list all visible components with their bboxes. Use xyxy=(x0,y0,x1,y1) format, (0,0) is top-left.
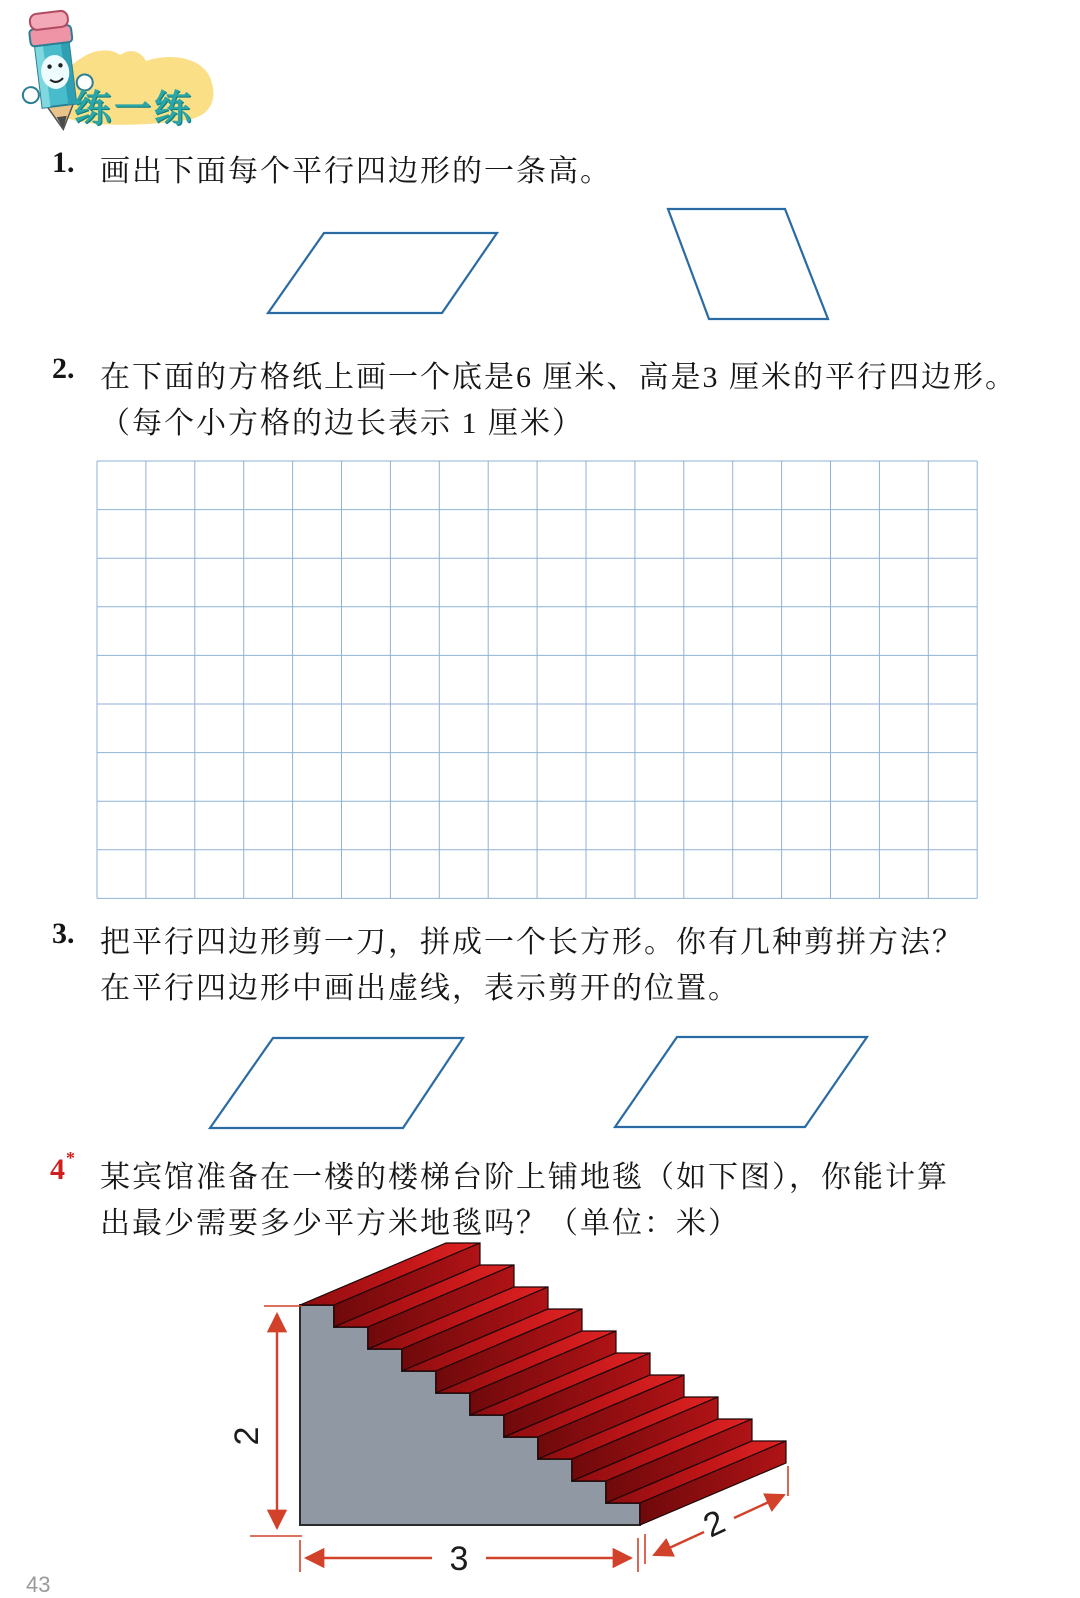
q2-number: 2. xyxy=(52,352,75,385)
page-number: 43 xyxy=(26,1572,51,1597)
q2-text-line2: （每个小方格的边长表示 1 厘米） xyxy=(100,407,584,440)
q1-parallelogram-left xyxy=(268,233,497,313)
q1-parallelogram-right xyxy=(668,209,828,319)
q1-number: 1. xyxy=(52,146,75,179)
q3-text-line1: 把平行四边形剪一刀，拼成一个长方形。你有几种剪拼方法？ xyxy=(100,926,964,959)
badge-label: 练一练 xyxy=(74,88,194,129)
depth-label: 2 xyxy=(697,1502,731,1546)
q4-text-line1: 某宾馆准备在一楼的楼梯台阶上铺地毯（如下图），你能计算 xyxy=(100,1161,949,1194)
q3-number: 3. xyxy=(52,917,75,950)
q4-text-line2: 出最少需要多少平方米地毯吗？（单位：米） xyxy=(100,1207,740,1240)
dimension-height xyxy=(228,1306,302,1536)
dimension-base xyxy=(300,1538,638,1578)
q3-parallelogram-right xyxy=(615,1037,867,1127)
base-label: 3 xyxy=(449,1540,469,1578)
q3-parallelogram-left xyxy=(210,1038,463,1128)
q2-grid xyxy=(97,461,977,898)
q1-text: 画出下面每个平行四边形的一条高。 xyxy=(100,155,612,188)
q1-parallelograms xyxy=(268,209,828,319)
q4-star: * xyxy=(66,1148,75,1168)
q4-staircase-figure xyxy=(228,1243,788,1578)
q2-text-line1: 在下面的方格纸上画一个底是6 厘米、高是3 厘米的平行四边形。 xyxy=(100,361,1017,394)
q4-number: 4* xyxy=(50,1148,75,1186)
height-label: 2 xyxy=(228,1426,266,1446)
q3-parallelograms xyxy=(210,1037,867,1128)
q3-text-line2: 在平行四边形中画出虚线，表示剪开的位置。 xyxy=(100,972,740,1005)
